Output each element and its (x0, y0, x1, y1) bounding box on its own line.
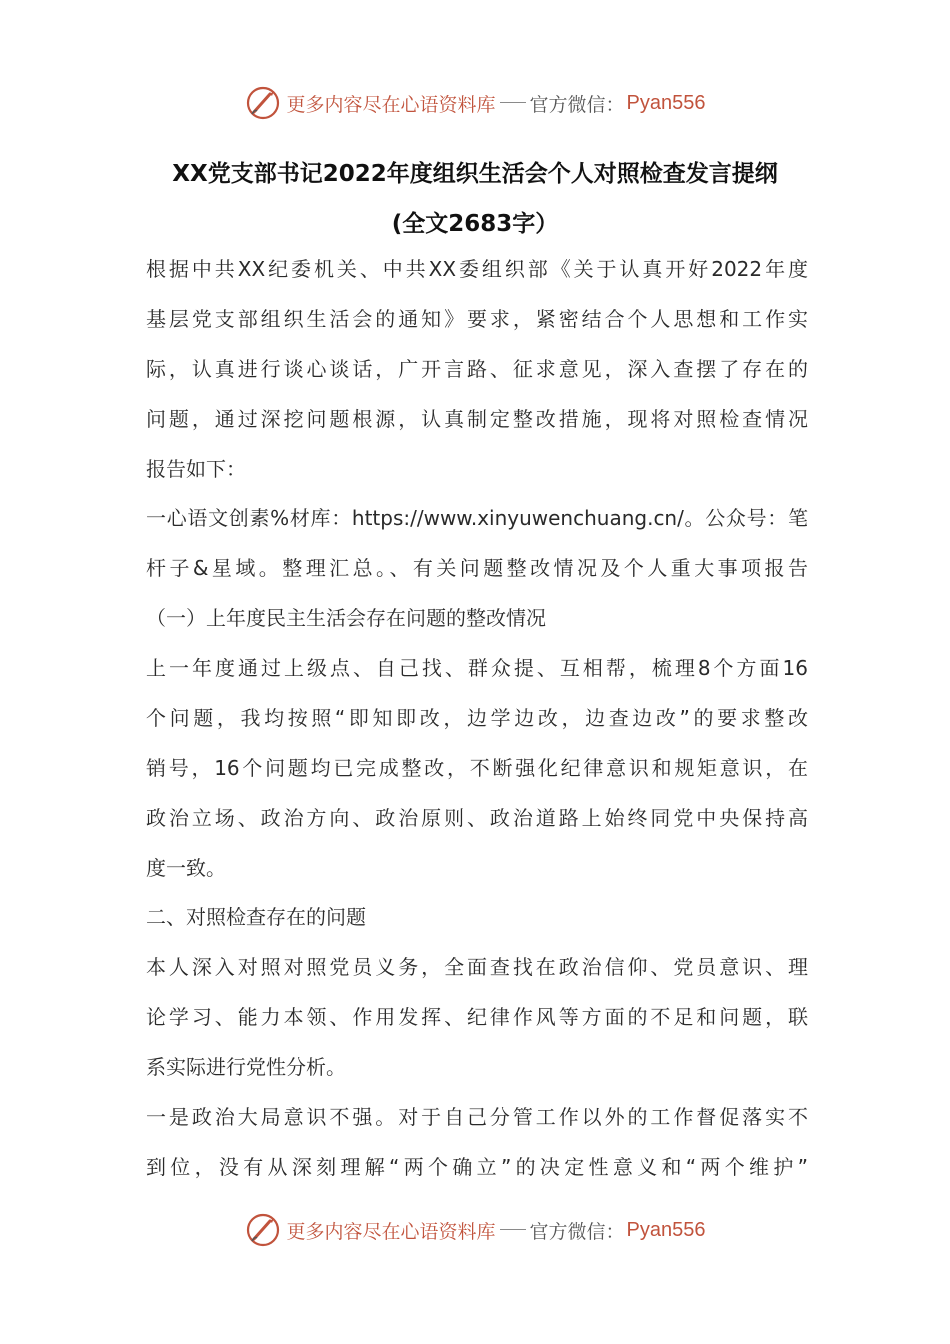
banner-divider (500, 102, 526, 103)
body-line: 系实际进行党性分析。 (146, 1055, 346, 1079)
banner-wechat-id: Pyan556 (626, 91, 706, 114)
body-line: 杆子&星域。整理汇总。、有关问题整改情况及个人重大事项报告 (146, 556, 808, 580)
banner-official-label: 官方微信： (529, 1220, 625, 1243)
banner-text: 更多内容尽在心语资料库 (286, 93, 496, 116)
banner-wechat-id: Pyan556 (626, 1218, 706, 1241)
body-line: 个问题，我均按照“即知即改，边学边改，边查边改”的要求整改 (146, 706, 808, 730)
body-line: 政治立场、政治方向、政治原则、政治道路上始终同党中央保持高 (146, 806, 808, 830)
body-line: 基层党支部组织生活会的通知》要求，紧密结合个人思想和工作实 (146, 307, 808, 331)
pen-logo-icon (245, 1212, 281, 1248)
section-heading: 二、对照检查存在的问题 (146, 905, 366, 929)
body-line: 问题，通过深挖问题根源，认真制定整改措施，现将对照检查情况 (146, 407, 808, 431)
section-heading: （一）上年度民主生活会存在问题的整改情况 (146, 606, 546, 630)
body-line: 根据中共XX纪委机关、中共XX委组织部《关于认真开好2022年度 (146, 257, 808, 281)
banner-text: 更多内容尽在心语资料库 (286, 1220, 496, 1243)
body-line: 销号，16个问题均已完成整改，不断强化纪律意识和规矩意识，在 (146, 756, 808, 780)
body-line: 一是政治大局意识不强。对于自己分管工作以外的工作督促落实不 (146, 1105, 808, 1129)
document-title: XX党支部书记2022年度组织生活会个人对照检查发言提纲 (172, 161, 778, 187)
pen-logo-icon (245, 85, 281, 121)
banner-divider (500, 1229, 526, 1230)
header-banner (0, 83, 950, 123)
body-line: 到位，没有从深刻理解“两个确立”的决定性意义和“两个维护” (146, 1155, 808, 1179)
body-line: 论学习、能力本领、作用发挥、纪律作风等方面的不足和问题，联 (146, 1005, 808, 1029)
body-line: 报告如下： (146, 457, 246, 481)
body-line: 度一致。 (146, 856, 226, 880)
body-line: 本人深入对照对照党员义务，全面查找在政治信仰、党员意识、理 (146, 955, 808, 979)
body-line: 上一年度通过上级点、自己找、群众提、互相帮，梳理8个方面16 (146, 656, 808, 680)
document-subtitle: (全文2683字） (391, 211, 559, 237)
banner-official-label: 官方微信： (529, 93, 625, 116)
body-line: 一心语文创素%材库：https://www.xinyuwenchuang.cn/。公众号：笔 (146, 506, 808, 530)
body-line: 际，认真进行谈心谈话，广开言路、征求意见，深入查摆了存在的 (146, 357, 808, 381)
footer-banner (0, 1210, 950, 1250)
